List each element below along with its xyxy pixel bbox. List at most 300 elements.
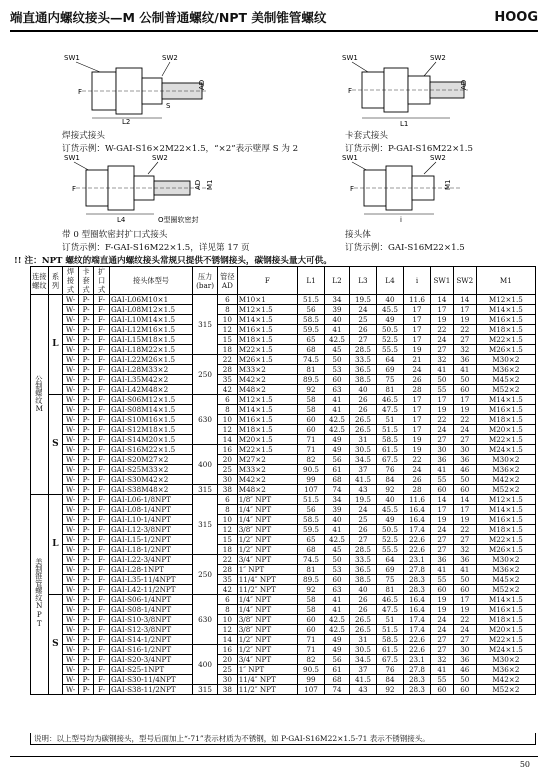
cell-value: M48×2 — [237, 485, 297, 495]
cell-value: 81 — [298, 565, 325, 575]
header-rule — [10, 30, 538, 32]
th-conn: 连接螺纹 — [31, 267, 49, 295]
cell-p: P- — [78, 295, 94, 305]
cell-value: 58.5 — [298, 315, 325, 325]
cell-p: P- — [78, 515, 94, 525]
cell-value: 40 — [325, 315, 350, 325]
cell-value: 55.5 — [376, 345, 403, 355]
cell-model: GAI-L22-3/4NPT — [109, 555, 192, 565]
fitting-body-order-example: 订货示例：GAI-S16M22×1.5 — [345, 243, 465, 253]
series-label: S — [48, 395, 63, 495]
cell-value: 24 — [349, 305, 376, 315]
cell-value: 24 — [431, 625, 454, 635]
cell-value: 56 — [325, 655, 350, 665]
cell-value: 40 — [376, 295, 403, 305]
cell-value: 27 — [453, 635, 476, 645]
dim-ad: AD — [198, 79, 206, 90]
cell-value: 53 — [325, 365, 350, 375]
cell-value: M36×2 — [476, 665, 535, 675]
cell-value: M18×1.5 — [476, 325, 535, 335]
cell-value: 19 — [403, 435, 430, 445]
cell-model: GAI-S12M18×1.5 — [109, 425, 192, 435]
thread-group-name: 公制螺纹M — [34, 374, 44, 413]
series-label: L — [48, 495, 63, 595]
cell-p: P- — [78, 545, 94, 555]
table-row — [31, 555, 536, 565]
cell-value: 6 — [218, 595, 238, 605]
cell-p: P- — [78, 455, 94, 465]
dim-sw1: SW1 — [64, 54, 80, 62]
cell-value: 42.5 — [325, 425, 350, 435]
cell-value: 19 — [403, 445, 430, 455]
table-row — [31, 665, 536, 675]
ferrule-fitting-order-example: 订货示例：P-GAI-S16M22×1.5 — [345, 144, 473, 154]
cell-value: 90.5 — [298, 465, 325, 475]
cell-value: 14 — [431, 295, 454, 305]
cell-value: 41 — [325, 325, 350, 335]
cell-value: 41 — [325, 405, 350, 415]
table-row — [31, 585, 536, 595]
cell-model: GAI-L15-1/2NPT — [109, 535, 192, 545]
table-row — [31, 465, 536, 475]
cell-value: 41 — [431, 365, 454, 375]
cell-value: M26×1.5 — [237, 355, 297, 365]
cell-value: 26 — [349, 395, 376, 405]
cell-f: F- — [94, 515, 110, 525]
th-series: 系列 — [48, 267, 63, 295]
cell-f: F- — [94, 545, 110, 555]
oring-flare-fitting-drawing — [62, 152, 222, 224]
cell-value: 55.5 — [376, 545, 403, 555]
cell-value: 19 — [431, 405, 454, 415]
table-row — [31, 675, 536, 685]
cell-value: 60 — [453, 685, 476, 695]
page-title: 端直通内螺纹接头—M 公制普通螺纹/NPT 美制锥管螺纹 — [10, 10, 327, 25]
cell-value: 17.4 — [403, 525, 430, 535]
cell-value: 42.5 — [325, 415, 350, 425]
cell-f: F- — [94, 395, 110, 405]
cell-value: 50 — [325, 555, 350, 565]
cell-value: 17 — [453, 305, 476, 315]
cell-value: M48×2 — [237, 385, 297, 395]
thread-group-name: 美制锥管螺纹NPT — [34, 558, 44, 629]
cell-value: 19 — [431, 515, 454, 525]
table-row — [31, 515, 536, 525]
cell-value: 31 — [349, 435, 376, 445]
cell-value: M24×1.5 — [476, 645, 535, 655]
fitting-body-name: 接头体 — [345, 230, 371, 240]
cell-w: W- — [63, 495, 79, 505]
cell-value: 76 — [376, 465, 403, 475]
cell-value: 74.5 — [298, 355, 325, 365]
cell-f: F- — [94, 415, 110, 425]
cell-w: W- — [63, 615, 79, 625]
table-row — [31, 435, 536, 445]
table-row — [31, 395, 536, 405]
cell-value: 10 — [218, 615, 238, 625]
cell-w: W- — [63, 555, 79, 565]
cell-value: 27 — [431, 545, 454, 555]
cell-value: 75 — [376, 375, 403, 385]
cell-value: 11/2″ NPT — [237, 585, 297, 595]
cell-value: 50.5 — [376, 325, 403, 335]
cell-value: 3/4″ NPT — [237, 655, 297, 665]
cell-value: M18×1.5 — [237, 335, 297, 345]
cell-w: W- — [63, 535, 79, 545]
table-row — [31, 425, 536, 435]
cell-f: F- — [94, 495, 110, 505]
cell-model: GAI-L10-1/4NPT — [109, 515, 192, 525]
dim-l2: L2 — [122, 118, 131, 125]
cell-model: GAI-S14M20×1.5 — [109, 435, 192, 445]
cell-value: 3/8″ NPT — [237, 625, 297, 635]
cell-value: 8 — [218, 405, 238, 415]
cell-value: 19 — [453, 605, 476, 615]
cell-value: 61 — [325, 665, 350, 675]
cell-p: P- — [78, 335, 94, 345]
cell-w: W- — [63, 645, 79, 655]
cell-model: GAI-L18M22×1.5 — [109, 345, 192, 355]
footnote: 说明：以上型号均为碳钢接头，型号后面加上“-71”表示材质为不锈钢，如 P-GAI-S16M22×1.5-71 表示不锈钢接头。 — [30, 733, 536, 745]
cell-value: 38 — [218, 485, 238, 495]
cell-f: F- — [94, 535, 110, 545]
cell-value: 60 — [325, 575, 350, 585]
cell-f: F- — [94, 615, 110, 625]
dim-sw1: SW1 — [64, 154, 80, 162]
cell-value: 61.5 — [376, 445, 403, 455]
cell-value: M42×2 — [237, 475, 297, 485]
cell-value: 42.5 — [325, 625, 350, 635]
cell-value: 11/4″ NPT — [237, 675, 297, 685]
cell-value: 30 — [431, 445, 454, 455]
cell-value: 84 — [376, 675, 403, 685]
cell-p: P- — [78, 415, 94, 425]
cell-value: 49 — [325, 445, 350, 455]
cell-model: GAI-L28M33×2 — [109, 365, 192, 375]
cell-value: 50 — [325, 355, 350, 365]
cell-value: 39 — [325, 505, 350, 515]
dim-i: i — [400, 216, 402, 224]
cell-p: P- — [78, 675, 94, 685]
fitting-body-drawing — [340, 152, 470, 224]
cell-value: M16×1.5 — [476, 315, 535, 325]
cell-model: GAI-L12-3/8NPT — [109, 525, 192, 535]
cell-value: 27 — [431, 345, 454, 355]
cell-value: 35 — [218, 575, 238, 585]
cell-model: GAI-S38-11/2NPT — [109, 685, 192, 695]
cell-value: 40 — [325, 515, 350, 525]
cell-value: 60 — [431, 485, 454, 495]
th-i: i — [403, 267, 430, 295]
cell-value: 50 — [431, 375, 454, 385]
cell-value: 11.6 — [403, 295, 430, 305]
cell-w: W- — [63, 315, 79, 325]
cell-p: P- — [78, 305, 94, 315]
cell-value: M14×1.5 — [476, 305, 535, 315]
cell-value: 22 — [403, 455, 430, 465]
cell-value: 27.8 — [403, 565, 430, 575]
cell-value: 58 — [298, 405, 325, 415]
cell-value: 60 — [453, 485, 476, 495]
cell-value: 22 — [431, 325, 454, 335]
cell-value: M16×1.5 — [476, 605, 535, 615]
cell-value: 38 — [218, 685, 238, 695]
cell-value: 24 — [431, 425, 454, 435]
cell-value: 58 — [298, 395, 325, 405]
cell-value: 59.5 — [298, 525, 325, 535]
cell-value: 99 — [298, 475, 325, 485]
cell-value: 26 — [349, 605, 376, 615]
cell-value: 64 — [376, 355, 403, 365]
cell-model: GAI-L18-1/2NPT — [109, 545, 192, 555]
cell-w: W- — [63, 675, 79, 685]
cell-value: 28 — [403, 385, 430, 395]
cell-value: 43 — [349, 485, 376, 495]
cell-w: W- — [63, 595, 79, 605]
cell-value: 92 — [298, 585, 325, 595]
cell-value: 26.5 — [349, 425, 376, 435]
cell-value: 22.6 — [403, 645, 430, 655]
dim-m1: M1 — [444, 179, 452, 190]
cell-value: 35 — [218, 375, 238, 385]
cell-value: 36 — [431, 555, 454, 565]
cell-pressure: 315 — [193, 685, 218, 695]
cell-value: 25 — [218, 465, 238, 475]
cell-f: F- — [94, 565, 110, 575]
cell-value: 36 — [431, 455, 454, 465]
cell-value: 6 — [218, 395, 238, 405]
dim-sw2: SW2 — [430, 154, 446, 162]
cell-value: 36 — [453, 555, 476, 565]
cell-value: 24 — [349, 505, 376, 515]
cell-value: 71 — [298, 435, 325, 445]
cell-value: 3/8″ NPT — [237, 615, 297, 625]
cell-value: 41 — [325, 605, 350, 615]
cell-w: W- — [63, 545, 79, 555]
cell-value: 22 — [453, 415, 476, 425]
cell-value: 1/2″ NPT — [237, 635, 297, 645]
cell-value: M52×2 — [476, 485, 535, 495]
cell-value: 92 — [298, 385, 325, 395]
ferrule-fitting-drawing — [340, 50, 470, 130]
cell-model: GAI-L12M16×1.5 — [109, 325, 192, 335]
cell-value: 22 — [218, 555, 238, 565]
cell-pressure: 250 — [193, 355, 218, 395]
cell-model: GAI-S30M42×2 — [109, 475, 192, 485]
cell-value: M14×1.5 — [476, 395, 535, 405]
cell-value: 14 — [431, 495, 454, 505]
table-row — [31, 305, 536, 315]
cell-value: 71 — [298, 645, 325, 655]
dim-f: F — [78, 88, 83, 96]
cell-f: F- — [94, 465, 110, 475]
cell-model: GAI-S38M48×2 — [109, 485, 192, 495]
cell-value: 15 — [218, 535, 238, 545]
cell-f: F- — [94, 455, 110, 465]
cell-value: 19.5 — [349, 295, 376, 305]
cell-value: M33×2 — [237, 465, 297, 475]
cell-p: P- — [78, 355, 94, 365]
cell-value: 14 — [218, 635, 238, 645]
cell-value: 58 — [298, 595, 325, 605]
cell-value: 31 — [349, 635, 376, 645]
cell-f: F- — [94, 575, 110, 585]
cell-value: 52.5 — [376, 335, 403, 345]
cell-value: 27.8 — [403, 665, 430, 675]
cell-value: 32 — [431, 355, 454, 365]
cell-value: 18 — [218, 545, 238, 555]
cell-p: P- — [78, 595, 94, 605]
cell-value: 12 — [218, 625, 238, 635]
cell-value: 28.3 — [403, 675, 430, 685]
cell-w: W- — [63, 455, 79, 465]
cell-f: F- — [94, 355, 110, 365]
table-row — [31, 325, 536, 335]
cell-p: P- — [78, 555, 94, 565]
cell-value: M30×2 — [476, 555, 535, 565]
cell-value: 50 — [453, 575, 476, 585]
cell-value: 50 — [453, 475, 476, 485]
series-label: S — [48, 595, 63, 695]
cell-value: 28 — [218, 565, 238, 575]
cell-value: 69 — [376, 565, 403, 575]
cell-value: 27 — [431, 535, 454, 545]
cell-value: 58.5 — [376, 435, 403, 445]
th-SW2: SW2 — [453, 267, 476, 295]
cell-value: 27 — [349, 535, 376, 545]
table-row — [31, 405, 536, 415]
cell-value: 26 — [349, 405, 376, 415]
th-F: F — [237, 267, 297, 295]
welded-fitting-order-example: 订货示例：W-GAI-S16×2M22×1.5，“×2”表示壁厚 S 为 2 — [62, 144, 299, 154]
cell-value: 41.5 — [349, 675, 376, 685]
cell-f: F- — [94, 555, 110, 565]
cell-model: GAI-S08M14×1.5 — [109, 405, 192, 415]
cell-pressure: 315 — [193, 295, 218, 355]
cell-p: P- — [78, 485, 94, 495]
cell-value: 49 — [376, 515, 403, 525]
cell-value: 17 — [431, 395, 454, 405]
cell-value: 89.5 — [298, 575, 325, 585]
th-L3: L3 — [349, 267, 376, 295]
cell-value: 27 — [349, 335, 376, 345]
cell-p: P- — [78, 405, 94, 415]
cell-value: 42.5 — [325, 615, 350, 625]
table-row — [31, 685, 536, 695]
cell-value: 51 — [376, 615, 403, 625]
thread-group-label — [31, 295, 49, 495]
th-SW1: SW1 — [431, 267, 454, 295]
cell-f: F- — [94, 585, 110, 595]
cell-value: M12×1.5 — [476, 295, 535, 305]
cell-value: 50.5 — [376, 525, 403, 535]
cell-value: 39 — [325, 305, 350, 315]
cell-value: 21 — [403, 355, 430, 365]
cell-p: P- — [78, 435, 94, 445]
cell-f: F- — [94, 365, 110, 375]
cell-value: M16×1.5 — [237, 415, 297, 425]
cell-model: GAI-L42-11/2NPT — [109, 585, 192, 595]
cell-f: F- — [94, 475, 110, 485]
cell-value: 46 — [453, 665, 476, 675]
cell-p: P- — [78, 475, 94, 485]
cell-value: 16.4 — [403, 605, 430, 615]
cell-value: 1/8″ NPT — [237, 495, 297, 505]
cell-f: F- — [94, 505, 110, 515]
cell-value: 22 — [431, 415, 454, 425]
cell-p: P- — [78, 375, 94, 385]
cell-value: 90.5 — [298, 665, 325, 675]
cell-value: 46 — [453, 465, 476, 475]
cell-value: 17 — [453, 505, 476, 515]
cell-value: 27 — [431, 435, 454, 445]
cell-value: M42×2 — [476, 475, 535, 485]
cell-value: M20×1.5 — [476, 425, 535, 435]
cell-p: P- — [78, 605, 94, 615]
cell-p: P- — [78, 525, 94, 535]
cell-value: M42×2 — [237, 375, 297, 385]
cell-value: 10 — [218, 315, 238, 325]
th-L1: L1 — [298, 267, 325, 295]
cell-value: 36 — [453, 455, 476, 465]
dim-ad: AD — [460, 79, 468, 90]
cell-value: 41.5 — [349, 475, 376, 485]
cell-model: GAI-S20M27×2 — [109, 455, 192, 465]
cell-p: P- — [78, 645, 94, 655]
cell-value: 55 — [431, 575, 454, 585]
cell-f: F- — [94, 445, 110, 455]
cell-model: GAI-S10-3/8NPT — [109, 615, 192, 625]
page-number: 50 — [519, 760, 530, 769]
cell-value: 27 — [453, 435, 476, 445]
table-row — [31, 615, 536, 625]
th-model: 接头体型号 — [109, 267, 192, 295]
table-row — [31, 655, 536, 665]
dim-f: F — [72, 185, 77, 193]
cell-value: 24 — [431, 335, 454, 345]
cell-value: 19 — [431, 605, 454, 615]
cell-value: 74.5 — [298, 555, 325, 565]
cell-value: 40 — [376, 495, 403, 505]
cell-value: 32 — [453, 545, 476, 555]
cell-value: 65 — [298, 535, 325, 545]
cell-w: W- — [63, 435, 79, 445]
cell-value: 92 — [376, 485, 403, 495]
cell-value: 26 — [403, 475, 430, 485]
cell-value: 38.5 — [349, 575, 376, 585]
cell-value: 19 — [431, 315, 454, 325]
cell-value: 60 — [298, 425, 325, 435]
table-row — [31, 595, 536, 605]
cell-value: 25 — [218, 665, 238, 675]
cell-model: GAI-L10M14×1.5 — [109, 315, 192, 325]
cell-value: 8 — [218, 305, 238, 315]
cell-value: 30 — [453, 445, 476, 455]
cell-value: M22×1.5 — [476, 535, 535, 545]
cell-value: 1/2″ NPT — [237, 645, 297, 655]
table-row — [31, 495, 536, 505]
cell-value: 45.5 — [376, 505, 403, 515]
cell-w: W- — [63, 355, 79, 365]
cell-value: 22.6 — [403, 545, 430, 555]
cell-value: 61.5 — [376, 645, 403, 655]
cell-value: 24 — [431, 615, 454, 625]
cell-model: GAI-S06M12×1.5 — [109, 395, 192, 405]
cell-f: F- — [94, 635, 110, 645]
cell-value: 81 — [376, 385, 403, 395]
cell-p: P- — [78, 345, 94, 355]
cell-value: 14 — [453, 295, 476, 305]
